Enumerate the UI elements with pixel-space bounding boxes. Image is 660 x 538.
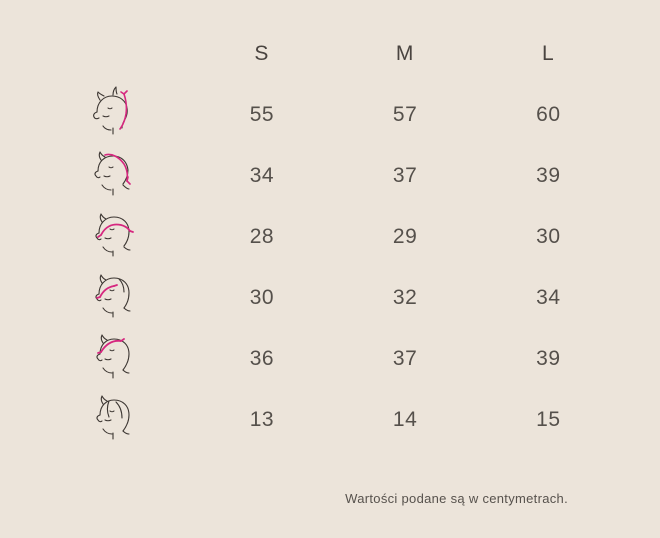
table-row [40, 328, 620, 389]
value-l: 39 [536, 163, 561, 187]
table-body [40, 84, 620, 450]
value-s: 55 [249, 102, 275, 126]
table-row [40, 206, 620, 267]
value-m: 37 [392, 163, 418, 187]
head-measure-circumference-glyph [83, 84, 147, 140]
table-row [40, 389, 620, 450]
head-measure-side-depth-glyph [83, 267, 147, 323]
column-header-s: S [254, 42, 270, 65]
table-header [40, 38, 620, 84]
table-row [40, 267, 620, 328]
size-table [40, 38, 620, 450]
value-s: 28 [249, 224, 275, 248]
value-s: 34 [249, 163, 275, 187]
table-row [40, 145, 620, 206]
head-measure-ear-to-ear-icon [40, 206, 190, 267]
table-row [40, 84, 620, 145]
head-measure-front-back-glyph [83, 145, 147, 201]
value-l: 15 [536, 407, 561, 431]
value-s: 30 [249, 285, 275, 309]
column-header-l: L [542, 42, 555, 65]
value-m: 57 [392, 102, 418, 126]
value-s: 36 [249, 346, 275, 370]
value-m: 32 [392, 285, 418, 309]
value-m: 37 [392, 346, 418, 370]
head-measure-diagonal-icon [40, 328, 190, 389]
head-measure-diagonal-glyph [83, 328, 147, 384]
value-m: 14 [392, 407, 418, 431]
head-measure-side-depth-icon [40, 267, 190, 328]
value-l: 39 [536, 346, 561, 370]
head-measure-ear-to-ear-glyph [83, 206, 147, 262]
footnote: Wartości podane są w centymetrach. [345, 491, 568, 506]
head-measure-circumference-icon [40, 84, 190, 145]
column-header-icon [40, 38, 190, 84]
column-header-m: M [395, 42, 415, 65]
value-l: 30 [536, 224, 561, 248]
table-header-row [40, 38, 620, 84]
head-measure-brim-icon [40, 389, 190, 450]
head-measure-brim-glyph [83, 389, 147, 445]
head-measure-front-back-icon [40, 145, 190, 206]
value-s: 13 [249, 407, 275, 431]
value-m: 29 [392, 224, 418, 248]
value-l: 34 [536, 285, 561, 309]
value-l: 60 [536, 102, 561, 126]
